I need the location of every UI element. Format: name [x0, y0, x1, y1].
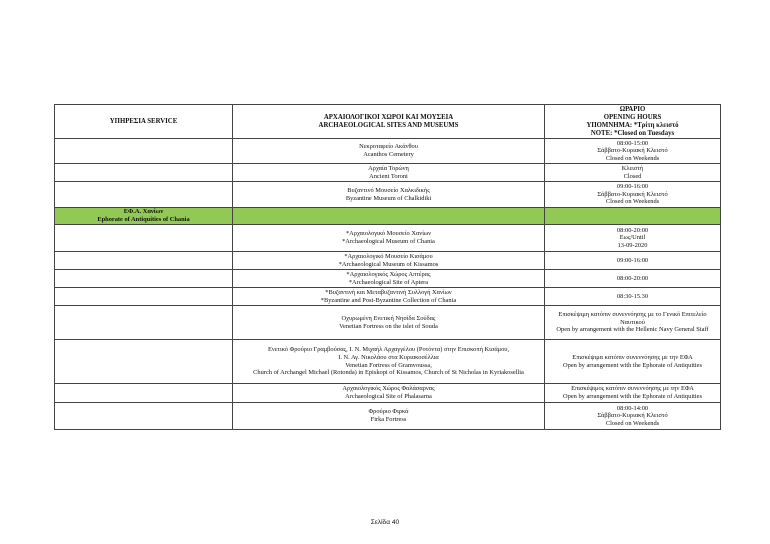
hours-cell	[545, 384, 721, 403]
service-header	[55, 105, 233, 139]
service-cell	[55, 288, 233, 306]
table-row	[55, 182, 721, 208]
site-cell	[233, 288, 545, 306]
site-name: *Αρχαιολογικό Μουσείο Κισάμου	[344, 252, 433, 260]
hours-text: Επισκέψιμη κατόπιν συνεννόησης με το Γενικό Επιτελείο	[558, 311, 707, 319]
site-cell	[233, 139, 545, 164]
header-text: ΥΠΟΜΝΗΜΑ: *Τρίτη κλειστό	[586, 121, 679, 129]
service-cell	[55, 164, 233, 182]
site-name: *Archaeological Museum of Chania	[342, 238, 435, 245]
service-cell	[55, 225, 233, 252]
hours-text: 09:00-16:00	[616, 256, 649, 264]
hours-text: Closed on Weekends	[605, 198, 660, 206]
hours-cell	[545, 270, 721, 288]
site-cell	[233, 384, 545, 403]
ephorate-name: Ephorate of Antiquities of Chania	[97, 216, 190, 223]
table-row	[55, 403, 721, 430]
hours-cell	[545, 306, 721, 340]
header-text: NOTE: *Closed on Tuesdays	[590, 129, 675, 137]
service-cell	[55, 306, 233, 340]
header-text: ΩΡΑΡΙΟ	[619, 105, 646, 113]
hours-cell	[545, 252, 721, 270]
hours-cell	[545, 164, 721, 182]
table-row	[55, 340, 721, 384]
hours-text: Open by arrangement with the Ephorate of Antiquities	[563, 361, 702, 369]
hours-cell	[545, 182, 721, 208]
service-cell	[55, 252, 233, 270]
service-cell	[55, 182, 233, 208]
hours-text: Επισκέψιμα κατόπιν συνεννόησης με την ΕΦΑ	[572, 353, 693, 361]
hours-text: 08:30-15.30	[616, 292, 649, 300]
sites-header	[233, 105, 545, 139]
ephorate-empty-cell	[233, 208, 545, 225]
page-number: Σελίδα 40	[370, 519, 400, 526]
table-row	[55, 252, 721, 270]
site-cell	[233, 403, 545, 430]
site-name: *Αρχαιολογικός Χώρος Απτέρας	[346, 270, 431, 278]
table-row	[55, 139, 721, 164]
site-cell	[233, 340, 545, 384]
hours-text: 08:00-15:00	[616, 139, 649, 147]
opening-hours-table	[54, 104, 721, 430]
hours-text: Κλειστή	[621, 164, 644, 172]
site-cell	[233, 182, 545, 208]
header-text: OPENING HOURS	[603, 113, 662, 121]
hours-text: Closed on Weekends	[605, 154, 660, 162]
hours-text: Σάββατο-Κυριακή Κλειστό	[597, 147, 668, 155]
site-name: Νεκροταφείο Ακάνθου	[359, 143, 418, 151]
hours-text: Closed	[623, 172, 642, 180]
document-page	[54, 104, 720, 430]
ephorate-row	[55, 208, 721, 225]
hours-text: 08:00-20:00	[616, 226, 649, 234]
hours-text: Εως/Until	[619, 234, 646, 242]
site-name: Ενετικό Φρούριο Γραμβούσας, Ι. Ν. Μιχαήλ Αρχαγγέλου (Ροτόντα) στην Επισκοπή Κισάμου,	[267, 346, 510, 354]
header-text: ΥΠΗΡΕΣΙΑ SERVICE	[109, 117, 178, 125]
hours-text: Open by arrangement with the Hellenic Navy General Staff	[556, 326, 709, 334]
hours-text: 08:00-14:00	[616, 404, 649, 412]
site-name: Archaeological Site of Phalasarna	[345, 393, 432, 400]
site-name: Firka Fortress	[370, 416, 407, 423]
table-row	[55, 306, 721, 340]
hours-text: 08:00-20:00	[616, 274, 649, 282]
site-name: Ι. Ν. Αγ. Νικολάου στα Κυριακοσέλλια	[338, 353, 439, 361]
header-text: ARCHAEOLOGICAL SITES AND MUSEUMS	[318, 121, 459, 129]
hours-text: Επισκέψιμος κατόπιν συνεννόησης με την ΕΦΑ	[571, 385, 694, 393]
site-name: Byzantine Museum of Chalkidiki	[345, 194, 432, 202]
hours-text: Ναυτικού	[620, 318, 645, 326]
site-cell	[233, 164, 545, 182]
ephorate-cell	[55, 208, 233, 225]
service-cell	[55, 403, 233, 430]
hours-cell	[545, 288, 721, 306]
site-cell	[233, 306, 545, 340]
site-name: Church of Archangel Michael (Rotonda) in Episkopi of Kissamos, Church of St Nicholas in Kyriakosellia	[253, 369, 524, 377]
site-name: Ancient Toroni	[369, 172, 408, 180]
site-name: Venetian Fortress of Gramvoussa,	[345, 361, 432, 369]
hours-text: Closed on Weekends	[605, 419, 660, 427]
site-name: *Archaeological Site of Aptera	[348, 278, 429, 286]
service-cell	[55, 139, 233, 164]
ephorate-name: ΕΦ.Α. Χανίων	[123, 208, 164, 216]
table-row	[55, 270, 721, 288]
header-text: ΑΡΧΑΙΟΛΟΓΙΚΟΙ ΧΩΡΟΙ ΚΑΙ ΜΟΥΣΕΙΑ	[323, 113, 454, 121]
hours-header	[545, 105, 721, 139]
hours-cell	[545, 225, 721, 252]
table-row	[55, 164, 721, 182]
site-name: Venetian Fortress on the islet of Souda	[339, 322, 438, 330]
site-name: Οχυρωμένη Ενετική Νησίδα Σούδας	[341, 314, 436, 322]
site-name: *Byzantine and Post-Byzantine Collection of Chania	[320, 296, 457, 304]
site-name: Αρχαία Τορώνη	[368, 164, 409, 172]
site-name: Βυζαντινό Μουσείο Χαλκιδικής	[347, 186, 430, 194]
site-name: Acanthos Cemetery	[363, 151, 414, 158]
site-name: Αρχαιολογικός Χώρος Φαλάσαρνας	[342, 385, 435, 393]
table-row	[55, 384, 721, 403]
site-cell	[233, 225, 545, 252]
hours-cell	[545, 340, 721, 384]
hours-cell	[545, 403, 721, 430]
service-cell	[55, 340, 233, 384]
hours-text: Σάββατο-Κυριακή Κλειστό	[597, 190, 668, 198]
table-row	[55, 225, 721, 252]
hours-cell	[545, 139, 721, 164]
site-cell	[233, 270, 545, 288]
site-cell	[233, 252, 545, 270]
hours-text: Open by arrangement with the Ephorate of Antiquities	[563, 393, 702, 400]
ephorate-empty-cell	[545, 208, 721, 225]
table-header-row	[55, 105, 721, 139]
hours-text: 09:00-16:00	[616, 183, 649, 191]
service-cell	[55, 384, 233, 403]
site-name: *Αρχαιολογικό Μουσείο Χανίων	[345, 230, 432, 238]
service-cell	[55, 270, 233, 288]
site-name: *Archaeological Museum of Kissamos	[338, 260, 439, 268]
table-row	[55, 288, 721, 306]
hours-text: 13-09-2020	[617, 241, 648, 249]
site-name: *Βυζαντινή και Μεταβυζαντινή Συλλογή Χανίων	[325, 288, 452, 296]
hours-text: Σάββατο-Κυριακή Κλειστό	[597, 412, 668, 420]
site-name: Φρούριο Φιρκά	[368, 408, 409, 416]
